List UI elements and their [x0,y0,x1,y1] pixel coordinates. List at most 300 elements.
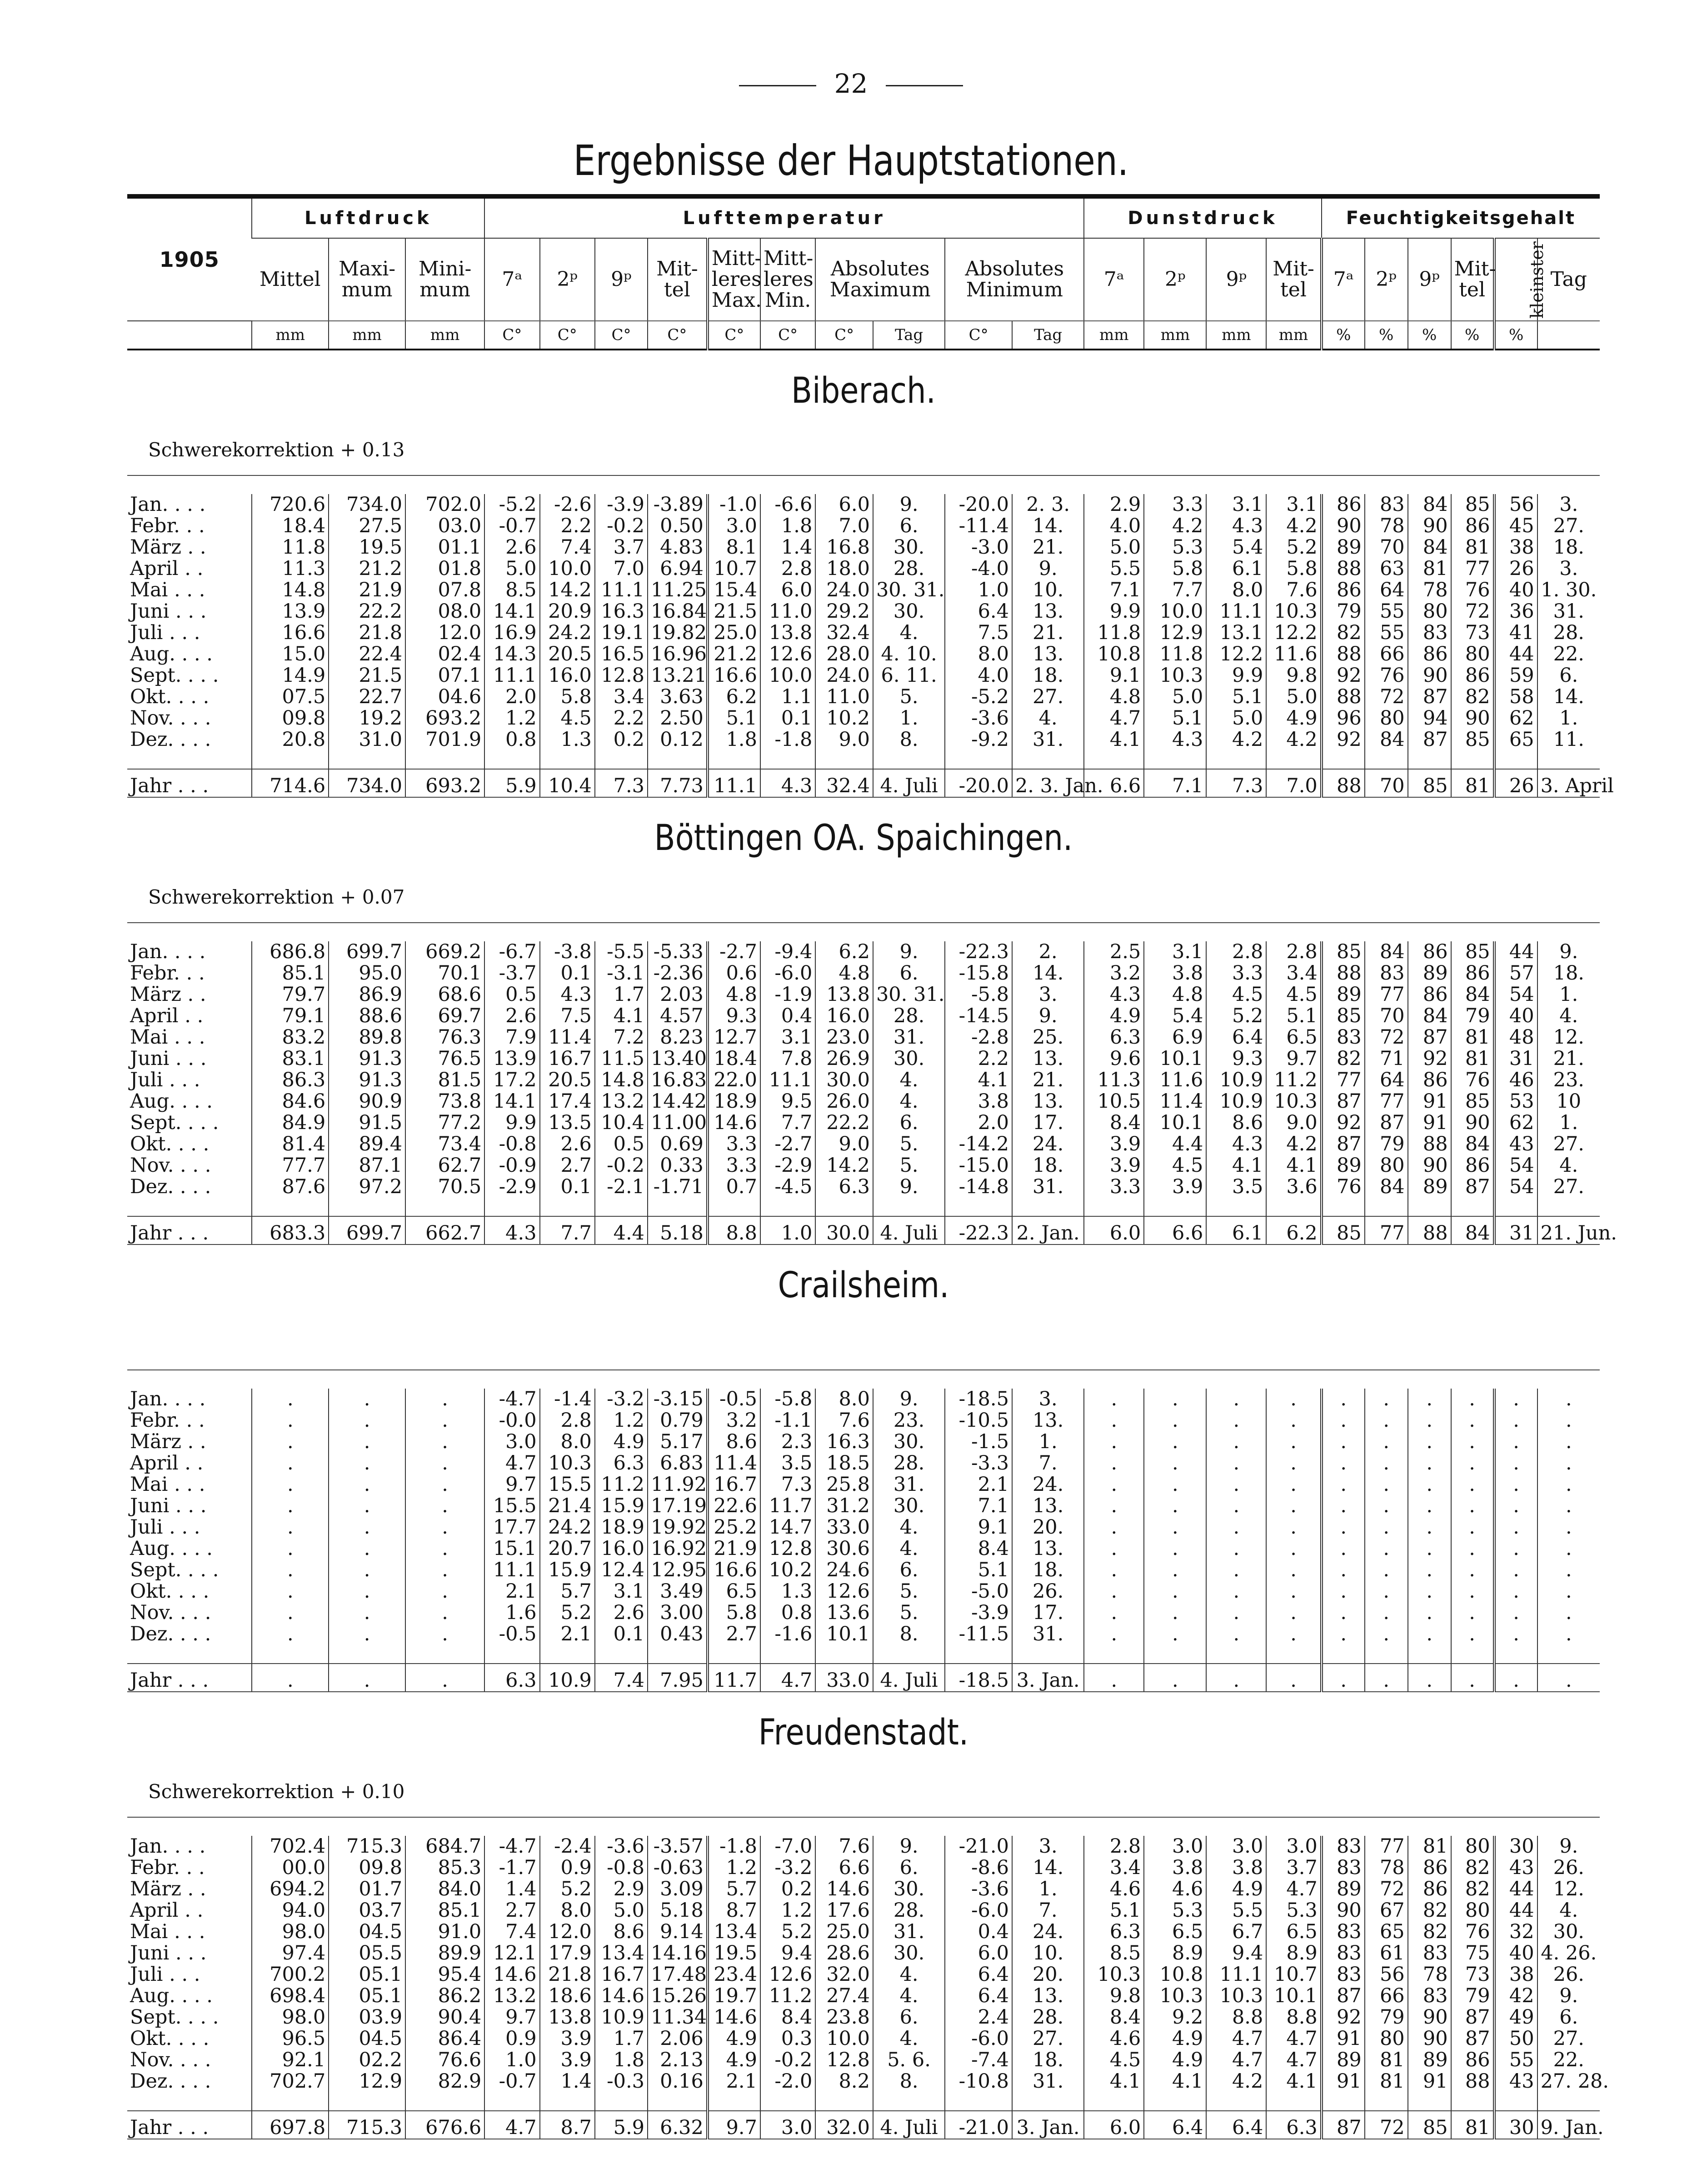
cell: 25.0 [815,1921,873,1943]
cell: 4. Juli [873,1664,945,1692]
cell: 32.0 [815,2111,873,2139]
cell: 10.8 [1084,644,1144,665]
cell: 44 [1494,1879,1537,1900]
cell: 98.0 [252,1921,329,1943]
spacer [127,1198,1600,1216]
cell: . [1144,1495,1206,1517]
cell: . [1266,1581,1321,1602]
cell: 77.7 [252,1155,329,1176]
cell: 04.6 [405,686,484,708]
cell: . [1266,1431,1321,1453]
cell: 0.79 [648,1410,708,1431]
cell: -3.6 [595,1836,648,1857]
header-unit-blank [127,321,252,350]
cell: 3.2 [1084,963,1144,984]
cell: 15.9 [595,1495,648,1517]
cell: 7.0 [815,515,873,537]
row-label: Mai . . . [130,1920,205,1943]
station-section-header [127,350,1600,475]
cell: 87 [1451,1176,1494,1198]
cell: -3.6 [945,1879,1012,1900]
cell: 3. April [1537,769,1600,797]
table-row [127,601,1600,622]
cell: 676.6 [405,2111,484,2139]
cell: 83 [1408,1943,1451,1964]
cell: . [1206,1517,1266,1538]
cell: 32.4 [815,769,873,797]
cell: 16.3 [815,1431,873,1453]
cell: 1.6 [484,1602,539,1624]
row-label: April . . [130,557,204,580]
cell: . [1537,1664,1600,1692]
cell: 6.9 [1144,1027,1206,1048]
cell: . [1494,1538,1537,1559]
header-col-4: 2ᵖ [540,238,595,321]
cell: 3.0 [484,1431,539,1453]
cell: 11.25 [648,580,708,601]
cell: 85 [1451,941,1494,963]
cell: . [1365,1453,1408,1474]
cell: 5.7 [540,1581,595,1602]
cell: 6.5 [708,1581,760,1602]
cell: 5.18 [648,1216,708,1244]
table-row [127,1602,1600,1624]
cell: 9.5 [760,1091,815,1112]
cell: 4. [873,1070,945,1091]
cell: 10.1 [1144,1112,1206,1134]
cell: 92 [1322,729,1365,750]
cell: 14. [1537,686,1600,708]
cell: 78 [1365,1857,1408,1879]
cell: 46 [1494,1070,1537,1091]
cell: 16.6 [252,622,329,644]
cell: -1.6 [760,1624,815,1645]
cell: 3. [1012,1836,1084,1857]
cell: -2.6 [540,494,595,515]
cell: . [1084,1495,1144,1517]
table-row [127,2071,1600,2092]
cell: 2.6 [484,1005,539,1027]
cell: . [1451,1389,1494,1410]
cell: . [1266,1495,1321,1517]
gravity-correction: Schwerekorrektion + 0.13 [148,439,405,461]
cell: 13.8 [815,984,873,1005]
cell: 18. [1537,537,1600,558]
cell: . [1537,1453,1600,1474]
cell: 3.09 [648,1879,708,1900]
cell: 9.4 [1206,1943,1266,1964]
cell: 9.0 [815,729,873,750]
cell: 91.5 [329,1112,405,1134]
cell: 11.1 [708,769,760,797]
cell: 11.7 [760,1495,815,1517]
cell: 14. [1012,515,1084,537]
cell: 82 [1451,1879,1494,1900]
cell: 38 [1494,537,1537,558]
table-row [127,1517,1600,1538]
cell: 87 [1408,729,1451,750]
cell: 6.0 [815,494,873,515]
table-row [127,1070,1600,1091]
table-row [127,558,1600,580]
cell: 734.0 [329,494,405,515]
cell: 4.7 [484,2111,539,2139]
cell: . [1144,1602,1206,1624]
cell: 2.8 [540,1410,595,1431]
cell: 43 [1494,1134,1537,1155]
cell: . [1494,1474,1537,1495]
cell: 2.50 [648,708,708,729]
cell: 72 [1365,2111,1408,2139]
cell: 6.4 [1206,1027,1266,1048]
cell: 4.1 [1206,1155,1266,1176]
cell: 8.9 [1266,1943,1321,1964]
cell: -1.8 [760,729,815,750]
cell: 22. [1537,2049,1600,2071]
cell: . [1266,1410,1321,1431]
cell: 22.2 [815,1112,873,1134]
cell: 9.7 [1266,1048,1321,1070]
cell: 10.3 [1266,1091,1321,1112]
cell: 07.5 [252,686,329,708]
cell: 3. Jan. [1012,2111,1084,2139]
group-feuchtigkeitsgehalt: Feuchtigkeitsgehalt [1322,199,1600,238]
cell: 1.4 [760,537,815,558]
table-row [127,1900,1600,1921]
cell: 6.2 [815,941,873,963]
cell: 10 [1537,1091,1600,1112]
cell: 30. [873,1943,945,1964]
cell: 58 [1494,686,1537,708]
cell: 9.9 [1084,601,1144,622]
cell: 18. [1012,2049,1084,2071]
cell: 10.1 [1266,1985,1321,2007]
cell: -9.2 [945,729,1012,750]
cell: 85.3 [405,1857,484,1879]
cell: 79 [1365,2007,1408,2028]
header-unit-18: % [1365,321,1408,350]
cell: -10.5 [945,1410,1012,1431]
cell: . [1206,1581,1266,1602]
cell: 9.1 [945,1517,1012,1538]
cell: 85 [1322,1005,1365,1027]
header-unit-4: C° [540,321,595,350]
cell: 50 [1494,2028,1537,2049]
cell: 2.0 [945,1112,1012,1134]
cell: -6.0 [945,1900,1012,1921]
cell: -3.6 [945,708,1012,729]
cell: 5.0 [1266,686,1321,708]
cell: 9.6 [1084,1048,1144,1070]
cell: -11.4 [945,515,1012,537]
cell: . [1322,1559,1365,1581]
cell: 7.95 [648,1664,708,1692]
cell: 662.7 [405,1216,484,1244]
cell: 84 [1408,537,1451,558]
cell: . [1206,1559,1266,1581]
year-row [127,1664,1600,1692]
cell: 1.3 [760,1581,815,1602]
cell: 20. [1012,1964,1084,1985]
cell: 02.4 [405,644,484,665]
header-col-5: 9ᵖ [595,238,648,321]
cell: 03.0 [405,515,484,537]
cell: 30. [873,601,945,622]
cell: 5.1 [1206,686,1266,708]
cell: 13.1 [1206,622,1266,644]
row-label: Jan. . . . [130,940,206,963]
cell: 0.8 [484,729,539,750]
cell: -4.0 [945,558,1012,580]
row-label: Nov. . . . [130,2049,211,2071]
cell: -1.71 [648,1176,708,1198]
row-label: Okt. . . . [130,685,210,708]
header-unit-3: C° [484,321,539,350]
cell: 693.2 [405,708,484,729]
cell: 84.9 [252,1112,329,1134]
cell: . [329,1624,405,1645]
cell: -5.33 [648,941,708,963]
cell: 80 [1365,2028,1408,2049]
row-label: Jahr . . . [127,2111,252,2139]
cell: 18.4 [708,1048,760,1070]
cell: . [252,1538,329,1559]
cell: -3.3 [945,1453,1012,1474]
cell: 83.2 [252,1027,329,1048]
cell: 11.6 [1266,644,1321,665]
cell: 4.1 [1084,2071,1144,2092]
header-col-3: 7ᵃ [484,238,539,321]
table-row [127,1176,1600,1198]
cell: 0.6 [708,963,760,984]
header-unit-2: mm [405,321,484,350]
cell: . [1537,1538,1600,1559]
cell: . [1206,1453,1266,1474]
cell: -1.0 [708,494,760,515]
cell: 16.7 [540,1048,595,1070]
cell: . [1322,1495,1365,1517]
row-label: Nov. . . . [130,707,211,730]
cell: 02.2 [329,2049,405,2071]
cell: -6.0 [760,963,815,984]
cell: 720.6 [252,494,329,515]
cell: 84 [1408,1005,1451,1027]
cell: 4. [1012,708,1084,729]
cell: 6.3 [1084,1027,1144,1048]
group-luftdruck: Luftdruck [252,199,484,238]
header-col-13: 7ᵃ [1084,238,1144,321]
table-row [127,941,1600,963]
cell: 4.6 [1084,2028,1144,2049]
cell: 43 [1494,1857,1537,1879]
cell: 43 [1494,2071,1537,2092]
cell: 6. [873,1112,945,1134]
cell: 18.4 [252,515,329,537]
cell: . [405,1517,484,1538]
cell: -5.5 [595,941,648,963]
table-row [127,1474,1600,1495]
cell: 13. [1012,601,1084,622]
cell: . [1322,1389,1365,1410]
cell: 14.6 [815,1879,873,1900]
cell: 3.0 [1144,1836,1206,1857]
cell: . [1322,1581,1365,1602]
cell: . [1537,1624,1600,1645]
cell: 72 [1365,686,1408,708]
group-lufttemperatur: Lufttemperatur [484,199,1084,238]
cell: -0.2 [595,1155,648,1176]
cell: 2.1 [708,2071,760,2092]
station-name: Böttingen OA. Spaichingen. [654,818,1073,859]
cell: 82 [1322,622,1365,644]
cell: 77 [1365,1091,1408,1112]
cell: . [1322,1602,1365,1624]
cell: 84 [1365,941,1408,963]
header-col-19: 9ᵖ [1408,238,1451,321]
cell: 88 [1322,769,1365,797]
cell: 13.21 [648,665,708,686]
cell: 24. [1012,1921,1084,1943]
cell: 11.4 [1144,1091,1206,1112]
cell: . [1084,1624,1144,1645]
cell: 2.3 [760,1431,815,1453]
row-label: Okt. . . . [130,2027,210,2050]
cell: 7.1 [1144,769,1206,797]
cell: 6. [1537,2007,1600,2028]
header-unit-15: mm [1206,321,1266,350]
cell: . [1408,1559,1451,1581]
cell: 7.6 [815,1410,873,1431]
cell: 16.83 [648,1070,708,1091]
cell: 28. [873,558,945,580]
cell: 84 [1451,1134,1494,1155]
cell: 5.2 [760,1921,815,1943]
cell: 16.84 [648,601,708,622]
cell: 3.8 [945,1091,1012,1112]
cell: 85 [1408,769,1451,797]
cell: 0.8 [760,1602,815,1624]
cell: 79 [1365,1134,1408,1155]
cell: 24. [1012,1474,1084,1495]
cell: 79 [1451,1985,1494,2007]
cell: 4.9 [1144,2049,1206,2071]
cell: . [1365,1431,1408,1453]
cell: . [1537,1389,1600,1410]
cell: 1.2 [760,1900,815,1921]
cell: 31. [1012,1176,1084,1198]
cell: 4.7 [1266,2028,1321,2049]
cell: 84.6 [252,1091,329,1112]
cell: . [1537,1559,1600,1581]
cell: 96.5 [252,2028,329,2049]
cell: . [1408,1453,1451,1474]
cell: 4.8 [815,963,873,984]
cell: 77.2 [405,1112,484,1134]
cell: 4.1 [945,1070,1012,1091]
cell: 5.1 [945,1559,1012,1581]
cell: 88 [1451,2071,1494,2092]
cell: 2.2 [595,708,648,729]
cell: 10.7 [708,558,760,580]
cell: . [405,1581,484,1602]
cell: 15.26 [648,1985,708,2007]
cell: 6. [873,515,945,537]
cell: 3.9 [1084,1134,1144,1155]
cell: . [405,1474,484,1495]
cell: 9. [873,1176,945,1198]
cell: 0.2 [760,1879,815,1900]
row-label: Febr. . . [130,515,205,537]
cell: 83.1 [252,1048,329,1070]
cell: 31 [1494,1048,1537,1070]
cell: 2.4 [945,2007,1012,2028]
cell: -14.8 [945,1176,1012,1198]
cell: -18.5 [945,1664,1012,1692]
cell: 14.8 [252,580,329,601]
cell: 12.8 [815,2049,873,2071]
cell: 10.1 [1144,1048,1206,1070]
cell: . [1206,1495,1266,1517]
cell: . [1494,1624,1537,1645]
cell: . [1365,1389,1408,1410]
cell: 12.0 [540,1921,595,1943]
cell: 9.0 [1266,1112,1321,1134]
cell: 5.7 [708,1879,760,1900]
cell: . [1451,1538,1494,1559]
cell: 22.0 [708,1070,760,1091]
cell: 81 [1451,537,1494,558]
cell: 12.8 [760,1538,815,1559]
cell: 5.8 [1144,558,1206,580]
cell: 86 [1451,963,1494,984]
table-row [127,515,1600,537]
cell: 3.0 [760,2111,815,2139]
cell: 4.5 [1266,984,1321,1005]
cell: 21.9 [708,1538,760,1559]
cell: 11.8 [1144,644,1206,665]
cell: . [1206,1431,1266,1453]
header-col-11: Absolutes Minimum [945,238,1084,321]
cell: . [1408,1410,1451,1431]
cell: 6.6 [1084,769,1144,797]
cell: 3.1 [1144,941,1206,963]
cell: 30.0 [815,1070,873,1091]
cell: 27. [1537,2028,1600,2049]
cell: 10.4 [595,1112,648,1134]
header-unit-11: C° [945,321,1012,350]
cell: 31. [873,1921,945,1943]
cell: . [1266,1389,1321,1410]
cell: 86 [1408,644,1451,665]
cell: 13. [1012,1538,1084,1559]
cell: . [1322,1664,1365,1692]
cell: 87 [1408,686,1451,708]
cell: 78 [1365,515,1408,537]
group-dunstdruck: Dunstdruck [1084,199,1321,238]
header-col-17: 7ᵃ [1322,238,1365,321]
cell: 13.9 [484,1048,539,1070]
cell: 1. [1012,1431,1084,1453]
cell: 6.1 [1206,558,1266,580]
cell: 17. [1012,1602,1084,1624]
cell: . [1206,1538,1266,1559]
cell: 7.4 [595,1664,648,1692]
cell: 2.7 [484,1900,539,1921]
cell: 0.7 [708,1176,760,1198]
cell: 81 [1451,1027,1494,1048]
cell: . [1144,1410,1206,1431]
row-label: Nov. . . . [130,1154,211,1177]
